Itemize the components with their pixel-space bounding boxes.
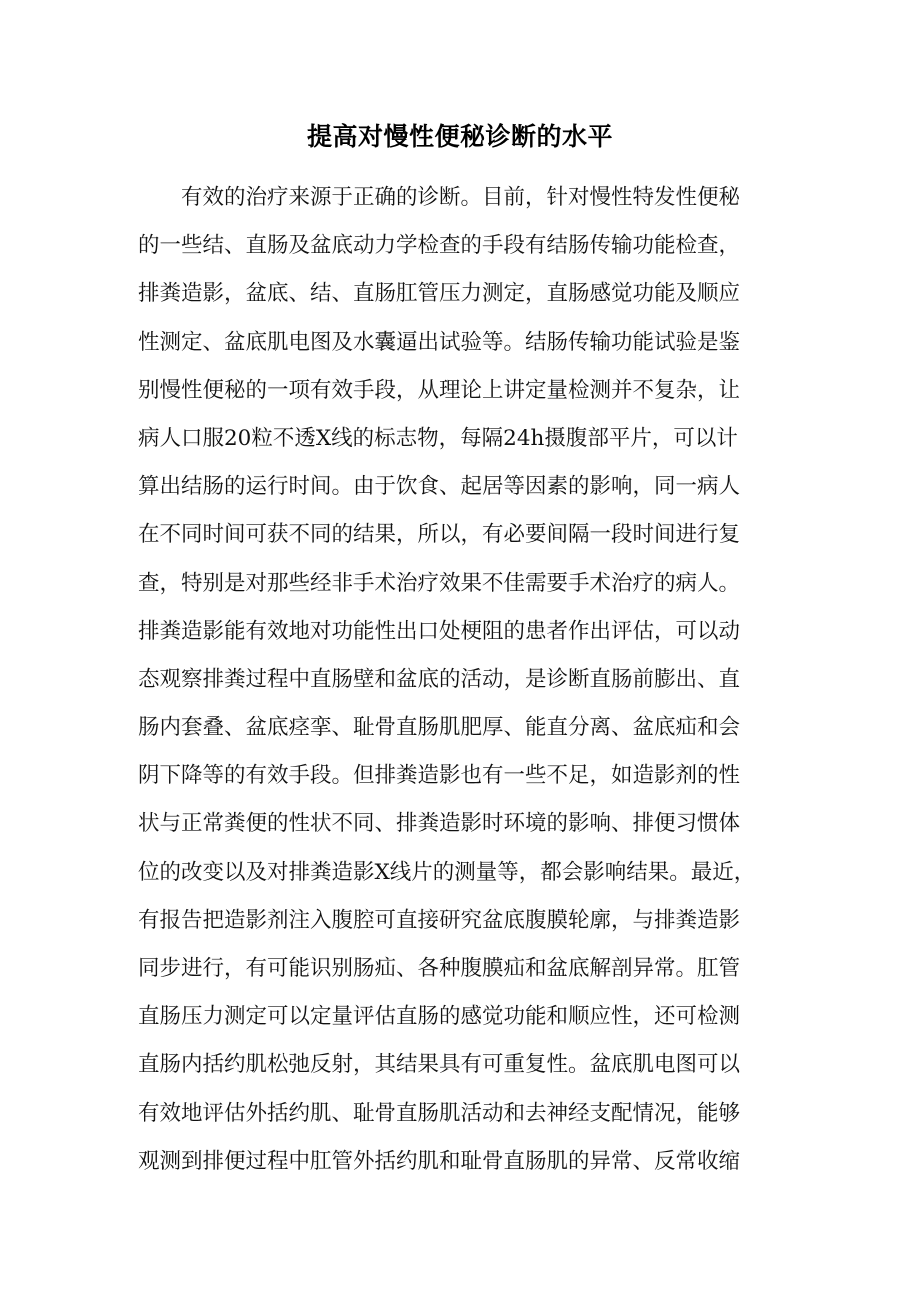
paragraph-line: 状与正常粪便的性状不同、排粪造影时环境的影响、排便习惯体 (138, 811, 741, 837)
paragraph-line: 同步进行，有可能识别肠疝、各种腹膜疝和盆底解剖异常。肛管 (138, 956, 741, 981)
paragraph-line: 有效的治疗来源于正确的诊断。目前，针对慢性特发性便秘 (181, 185, 741, 210)
paragraph-line: 性测定、盆底肌电图及水囊逼出试验等。结肠传输功能试验是鉴 (138, 329, 741, 355)
paragraph-line: 有报告把造影剂注入腹腔可直接研究盆底腹膜轮廓，与排粪造影 (138, 907, 741, 933)
paragraph-line: 直肠压力测定可以定量评估直肠的感觉功能和顺应性，还可检测 (138, 1004, 741, 1030)
paragraph-line: 阴下降等的有效手段。但排粪造影也有一些不足，如造影剂的性 (138, 763, 741, 789)
paragraph-line: 排粪造影，盆底、结、直肠肛管压力测定，直肠感觉功能及顺应 (138, 281, 741, 307)
paragraph-line: 有效地评估外括约肌、耻骨直肠肌活动和去神经支配情况，能够 (138, 1100, 741, 1126)
paragraph-line: 在不同时间可获不同的结果，所以，有必要间隔一段时间进行复 (138, 522, 741, 548)
paragraph-line: 的一些结、直肠及盆底动力学检查的手段有结肠传输功能检查， (138, 233, 741, 259)
paragraph-line: 算出结肠的运行时间。由于饮食、起居等因素的影响，同一病人 (138, 474, 741, 500)
paragraph-line: 病人口服20粒不透X线的标志物，每隔24h摄腹部平片，可以计 (138, 425, 738, 451)
paragraph-line: 位的改变以及对排粪造影X线片的测量等，都会影响结果。最近， (138, 859, 756, 885)
paragraph-line: 态观察排粪过程中直肠壁和盆底的活动，是诊断直肠前膨出、直 (138, 666, 741, 692)
paragraph-line: 查，特别是对那些经非手术治疗效果不佳需要手术治疗的病人。 (138, 570, 741, 596)
paragraph-line: 观测到排便过程中肛管外括约肌和耻骨直肠肌的异常、反常收缩 (138, 1148, 741, 1174)
paragraph-line: 排粪造影能有效地对功能性出口处梗阻的患者作出评估，可以动 (138, 618, 741, 644)
paragraph-line: 肠内套叠、盆底痉挛、耻骨直肠肌肥厚、能直分离、盆底疝和会 (138, 715, 741, 741)
body-paragraph (138, 174, 798, 1186)
paragraph-line: 直肠内括约肌松弛反射，其结果具有可重复性。盆底肌电图可以 (138, 1052, 741, 1078)
paragraph-line: 别慢性便秘的一项有效手段，从理论上讲定量检测并不复杂，让 (138, 377, 741, 403)
page-title: 提高对慢性便秘诊断的水平 (306, 122, 613, 151)
